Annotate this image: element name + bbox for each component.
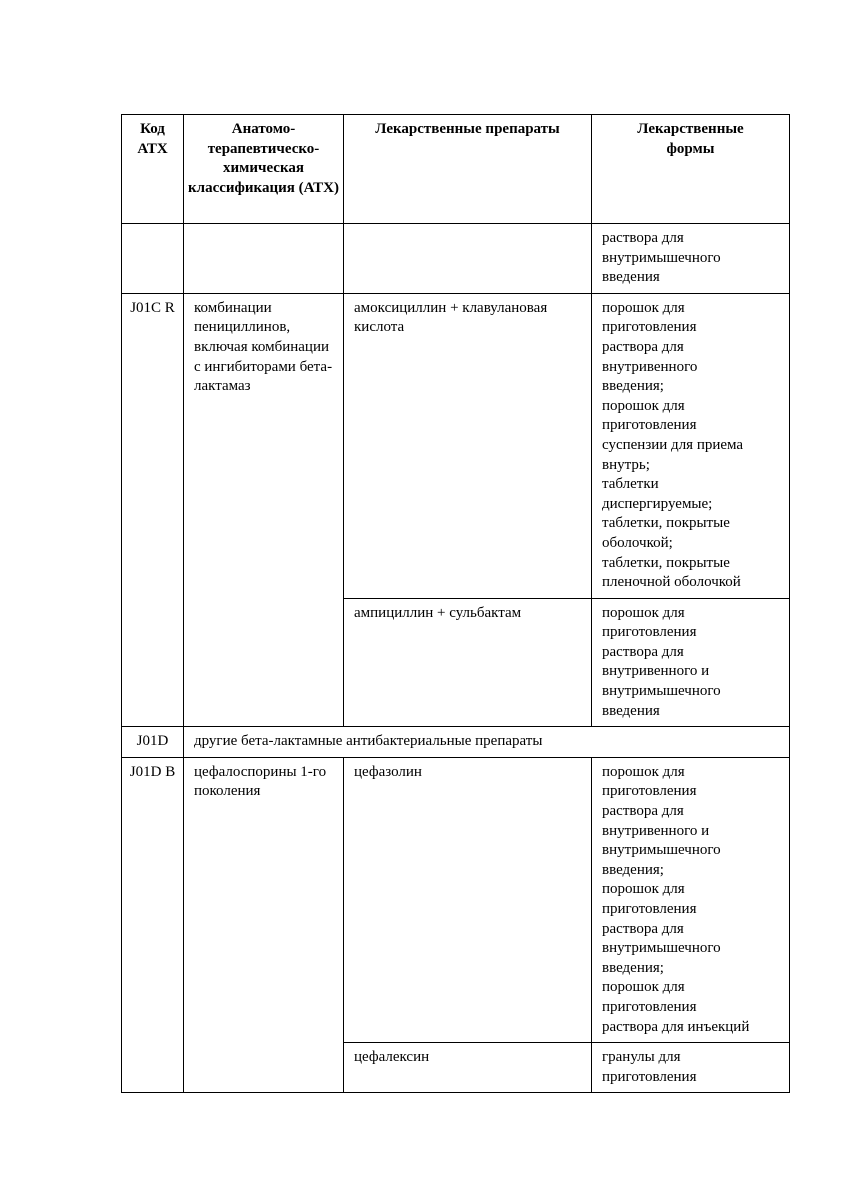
- header-code: Код АТХ: [122, 115, 184, 224]
- cell-classification: комбинации пенициллинов, включая комбинации с ингибиторами бета-лактамаз: [184, 293, 344, 726]
- forms-line: внутримышечного: [602, 683, 721, 700]
- cell-forms: [592, 224, 790, 294]
- forms-line: приготовления: [602, 901, 697, 917]
- cell-drug: ампициллин + сульбактам: [344, 598, 592, 727]
- forms-line: раствора для: [602, 920, 684, 937]
- forms-line: раствора для: [602, 230, 684, 246]
- cell-drug: амоксициллин + клавулановая кислота: [344, 293, 592, 598]
- forms-line: диспергируемые;: [602, 495, 713, 512]
- cell-drug: [344, 224, 592, 294]
- forms-line: пленочной оболочкой: [602, 574, 741, 591]
- forms-line: порошок для: [602, 604, 685, 621]
- cell-forms: [592, 1043, 790, 1093]
- forms-line: внутримышечного: [602, 940, 721, 957]
- table-row: [122, 727, 790, 758]
- forms-line: раствора для: [602, 803, 684, 820]
- cell-group-title: другие бета-лактамные антибактериальные препараты: [184, 727, 790, 758]
- forms-line: порошок для: [602, 881, 685, 898]
- cell-classification: цефалоспорины 1-го поколения: [184, 757, 344, 1093]
- forms-line: гранулы для: [602, 1049, 681, 1066]
- forms-line: оболочкой;: [602, 534, 673, 551]
- cell-drug: цефалексин: [344, 1043, 592, 1093]
- forms-line: внутривенного: [602, 358, 698, 375]
- forms-line: порошок для: [602, 763, 685, 780]
- forms-line: внутрь;: [602, 456, 650, 473]
- header-drugs: Лекарственные препараты: [344, 115, 592, 224]
- forms-line: раствора для инъекций: [602, 1018, 750, 1035]
- forms-line: таблетки: [602, 476, 659, 493]
- table-row: [122, 293, 790, 598]
- forms-line: раствора для: [602, 338, 684, 355]
- cell-code: J01C R: [122, 293, 184, 726]
- forms-line: внутривенного и: [602, 663, 710, 680]
- forms-line: внутривенного и: [602, 822, 710, 839]
- forms-line: порошок для: [602, 397, 685, 414]
- cell-forms: [592, 757, 790, 1042]
- forms-line: приготовления: [602, 319, 697, 336]
- cell-forms: [592, 293, 790, 598]
- forms-line: приготовления: [602, 783, 697, 800]
- table-header-row: [122, 115, 790, 224]
- cell-classification: [184, 224, 344, 294]
- forms-line: введения: [602, 269, 660, 286]
- forms-line: приготовления: [602, 1068, 697, 1085]
- cell-code: [122, 224, 184, 294]
- forms-line: введения;: [602, 959, 664, 976]
- forms-line: таблетки, покрытые: [602, 554, 730, 571]
- atc-table: [121, 114, 790, 1093]
- forms-line: суспензии для приема: [602, 436, 744, 453]
- forms-line: введения;: [602, 861, 664, 878]
- forms-line: порошок для: [602, 299, 685, 316]
- forms-line: таблетки, покрытые: [602, 515, 730, 532]
- header-forms: Лекарственные формы: [592, 115, 790, 224]
- forms-line: внутримышечного: [602, 249, 721, 266]
- forms-line: введения;: [602, 378, 664, 395]
- table-row: [122, 757, 790, 1042]
- table-row: [122, 224, 790, 294]
- cell-drug: цефазолин: [344, 757, 592, 1042]
- forms-line: приготовления: [602, 624, 697, 641]
- forms-line: внутримышечного: [602, 842, 721, 859]
- forms-line: приготовления: [602, 998, 697, 1015]
- forms-line: раствора для: [602, 643, 684, 660]
- forms-line: порошок для: [602, 979, 685, 996]
- cell-forms: [592, 598, 790, 727]
- cell-code: J01D: [122, 727, 184, 758]
- forms-line: приготовления: [602, 417, 697, 434]
- forms-line: введения: [602, 702, 660, 719]
- cell-code: J01D B: [122, 757, 184, 1093]
- header-classification: Анатомо-терапевтическо-химическая классификация (АТХ): [184, 115, 344, 224]
